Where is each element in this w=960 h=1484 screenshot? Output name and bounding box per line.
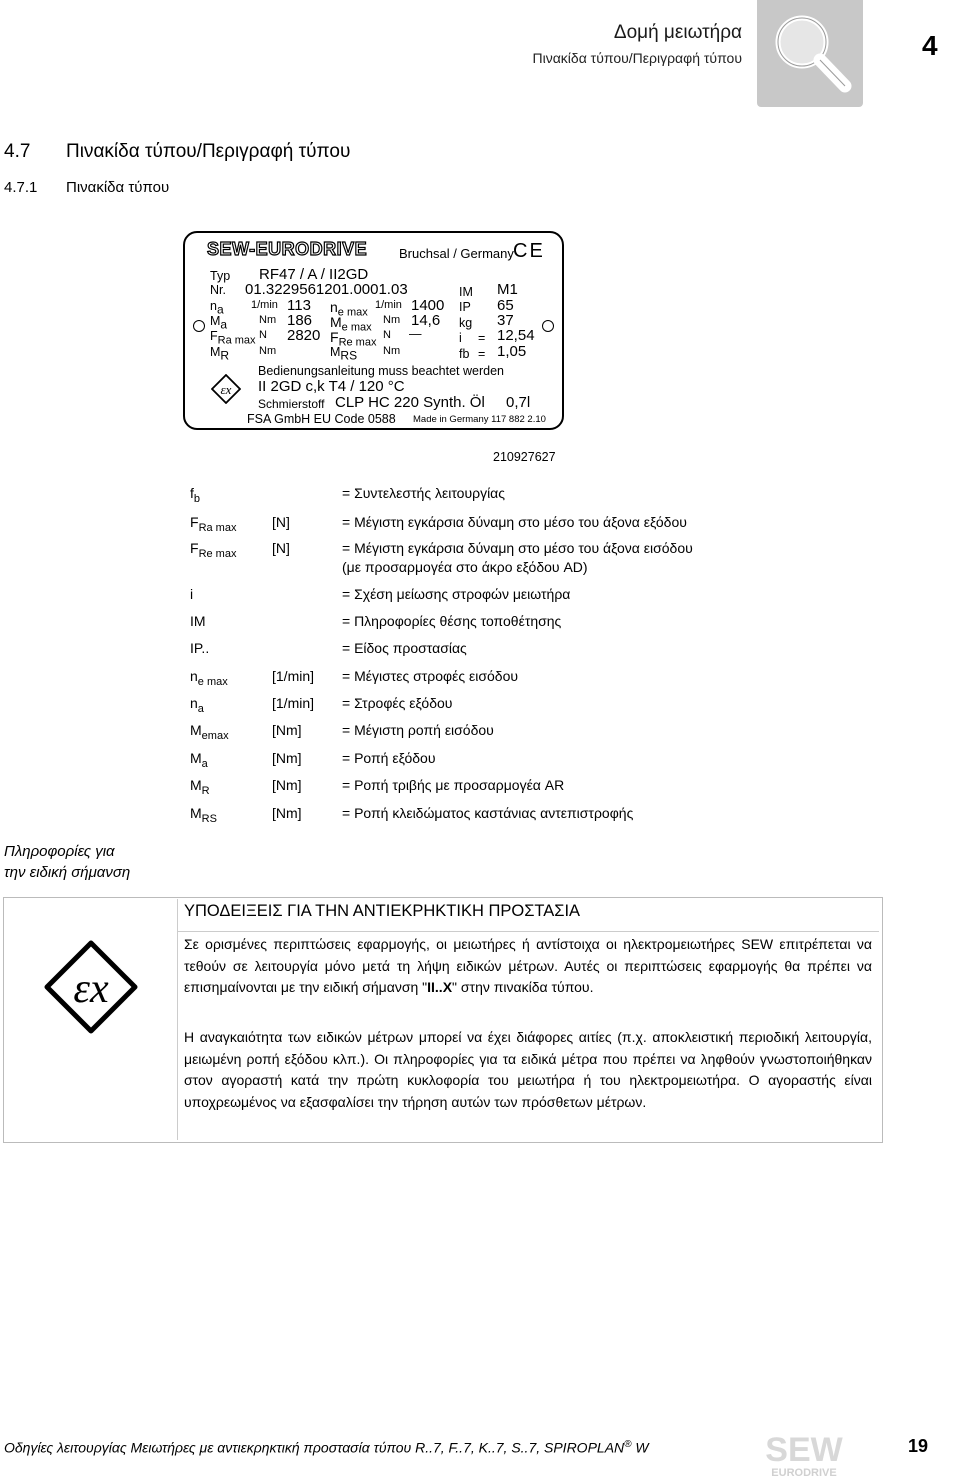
im-label: IM [459,285,473,299]
typ-label: Typ [210,269,231,283]
na-unit: 1/min [251,299,278,311]
footer-logo [752,1430,856,1479]
definition-description: = Μέγιστες στροφές εισόδου [342,668,519,684]
fremax-value: — [409,327,422,341]
logo-text: SEW [765,1431,843,1469]
kg-label: kg [459,316,473,330]
subsection-title: Πινακίδα τύπου [66,179,170,196]
nameplate-brand: SEW-EURODRIVE [207,239,368,259]
definition-symbol: $M_R$ [190,777,210,797]
definition-symbol: $f_b$ [190,485,201,505]
framax-unit: N [259,329,267,341]
fb-label: fb [459,347,470,361]
nameplate-made-in: Made in Germany 117 882 2.10 [413,414,546,425]
lube-label: Schmierstoff [258,397,325,411]
lube-quantity: 0,7l [506,394,531,411]
nr-label: Nr. [210,283,226,297]
definition-description: = Ροπή εξόδου [342,750,436,766]
warning-title: ΥΠΟΔΕΙΞΕΙΣ ΓΙΑ ΤΗΝ ΑΝΤΙΕΚΡΗΚΤΙΚΗ ΠΡΟΣΤΑΣΙΑ [184,902,581,920]
definition-unit: [1/min] [272,695,315,711]
definition-description: (με προσαρμογέα στο άκρο εξόδου AD) [342,559,588,575]
definition-description: = Σχέση μείωσης στροφών μειωτήρα [342,586,571,602]
i-label: i [459,331,462,345]
definition-symbol: $M_{emax}$ [190,722,229,742]
im-value: M1 [497,281,518,298]
definition-description: = Μέγιστη εγκάρσια δύναμη στο μέσο του άξονα εισόδου [342,540,693,556]
mr-unit: Nm [259,345,277,357]
definition-symbol: IM [190,613,206,629]
nr-value: 01.3229561201.0001.03 [245,281,408,298]
ce-mark: CE [513,240,545,262]
definition-unit: [Nm] [272,722,302,738]
warning-divider [177,899,178,1140]
lube-value: CLP HC 220 Synth. Öl [335,394,485,411]
definition-symbol: $M_{RS}$ [190,805,217,825]
header-subtitle: Πινακίδα τύπου/Περιγραφή τύπου [532,50,742,66]
definition-unit: [N] [272,540,290,556]
nameplate-ex-icon [211,374,241,404]
nemax-value: 1400 [411,297,445,314]
section-heading [4,141,350,163]
fremax-unit: N [383,329,391,341]
definition-description: = Μέγιστη εγκάρσια δύναμη στο μέσο του άξονα εξόδου [342,514,687,530]
definition-symbol: $F_{Ra max}$ [190,514,237,534]
definition-description: = Πληροφορίες θέσης τοποθέτησης [342,613,562,629]
typ-value: RF47 / A / II2GD [259,266,369,283]
nameplate-notice: Bedienungsanleitung muss beachtet werden [258,364,505,378]
definition-symbol: IP.. [190,640,210,656]
footer-text: Οδηγίες λειτουργίας Μειωτήρες με αντιεκρηκτική προστασία τύπου R..7, F..7, K..7, S..7, SPIROPLAN® W [4,1439,649,1456]
svg-text:εx: εx [73,966,109,1012]
mounting-hole-right [542,320,554,332]
subsection-heading [4,179,169,196]
ex-icon [44,940,138,1034]
logo-subtext: EURODRIVE [771,1467,837,1479]
section-title: Πινακίδα τύπου/Περιγραφή τύπου [66,141,351,162]
svg-text:εx: εx [220,382,232,397]
nameplate-figure [183,231,564,430]
memax-symbol: $M_{e max}$ [330,314,372,334]
nemax-symbol: $n_{e max}$ [330,299,368,319]
side-note [4,841,130,883]
subsection-number: 4.7.1 [4,179,38,196]
framax-symbol: $F_{Ra max}$ [210,329,256,347]
na-value: 113 [287,297,311,314]
definition-unit: [Nm] [272,805,302,821]
definition-symbol: $F_{Re max}$ [190,540,237,560]
ma-value: 186 [287,312,313,329]
fb-value: 1,05 [497,343,527,360]
memax-value: 14,6 [411,312,441,329]
na-symbol: $n_a$ [210,299,224,317]
magnifier-icon [757,0,863,107]
header-title: Δομή μειωτήρα [613,22,742,43]
side-note-line2: την ειδική σήμανση [4,864,131,881]
figure-id: 210927627 [493,450,556,464]
definition-description: = Ροπή κλειδώματος καστάνιας αντεπιστροφής [342,805,634,821]
ma-symbol: $M_a$ [210,314,228,332]
definition-description: = Είδος προστασίας [342,640,467,656]
ip-value: 65 [497,297,514,314]
ex-marking: II 2GD c,k T4 / 120 °C [258,378,405,395]
definition-unit: [N] [272,514,290,530]
warning-paragraph-2: Η αναγκαιότητα των ειδικών μέτρων μπορεί να έχει διάφορες αιτίες (π.χ. αποκλειστική περιοδική λειτουργία, μειωμένη ροπή εξόδου κλπ.). Οι πληροφορίες για τα ειδικά μέτρα που πρέπει να ληφθούν γνωστοποιήθηκαν στον αγοραστή κατά την πρώτη κυκλοφορία του μειωτήρα ή του ηλεκτρομειωτήρα. Ο αγοραστής είναι υποχρεωμένος να εξασφαλίσει την τήρηση αυτών των πρόσθετων μέτρων. [184,1029,872,1110]
mr-symbol: $M_R$ [210,345,230,363]
nameplate-location: Bruchsal / Germany [399,246,514,261]
definition-symbol: $n_a$ [190,695,204,715]
definition-description: = Στροφές εξόδου [342,695,453,711]
mrs-symbol: $M_{RS}$ [330,345,358,363]
definition-unit: [Nm] [272,777,302,793]
definition-description: = Ροπή τριβής με προσαρμογέα AR [342,777,565,793]
definition-symbol: i [190,586,194,602]
mounting-hole-left [193,320,205,332]
chapter-number: 4 [922,30,938,61]
kg-value: 37 [497,312,514,329]
side-note-line1: Πληροφορίες για [4,843,115,860]
ip-label: IP [459,300,471,314]
definition-symbol: $n_{e max}$ [190,668,228,688]
page-number: 19 [908,1436,929,1456]
definition-unit: [Nm] [272,750,302,766]
mrs-unit: Nm [383,345,401,357]
i-value: 12,54 [497,327,535,344]
i-equals: = [478,331,486,345]
definition-unit: [1/min] [272,668,315,684]
definition-description: = Συντελεστής λειτουργίας [342,485,506,501]
definition-symbol: $M_a$ [190,750,208,770]
framax-value: 2820 [287,327,321,344]
section-number: 4.7 [4,141,31,162]
warning-paragraph-1: Σε ορισμένες περιπτώσεις εφαρμογής, οι μειωτήρες ή αντίστοιχα οι ηλεκτρομειωτήρες SEW επιτρέπεται να τεθούν σε λειτουργία μόνο μετά τη λήψη ειδικών μέτρων. Αυτές οι περιπτώσεις εφαρμογής θα πρέπει να επισημαίνονται με την ειδική σήμανση "II..X" στην πινακίδα τύπου. [184,936,872,995]
fremax-symbol: $F_{Re max}$ [330,329,377,349]
memax-unit: Nm [383,314,401,326]
ma-unit: Nm [259,314,277,326]
nameplate-cert: FSA GmbH EU Code 0588 [247,412,396,426]
nemax-unit: 1/min [375,299,402,311]
fb-equals: = [478,347,486,361]
definition-description: = Μέγιστη ροπή εισόδου [342,722,494,738]
